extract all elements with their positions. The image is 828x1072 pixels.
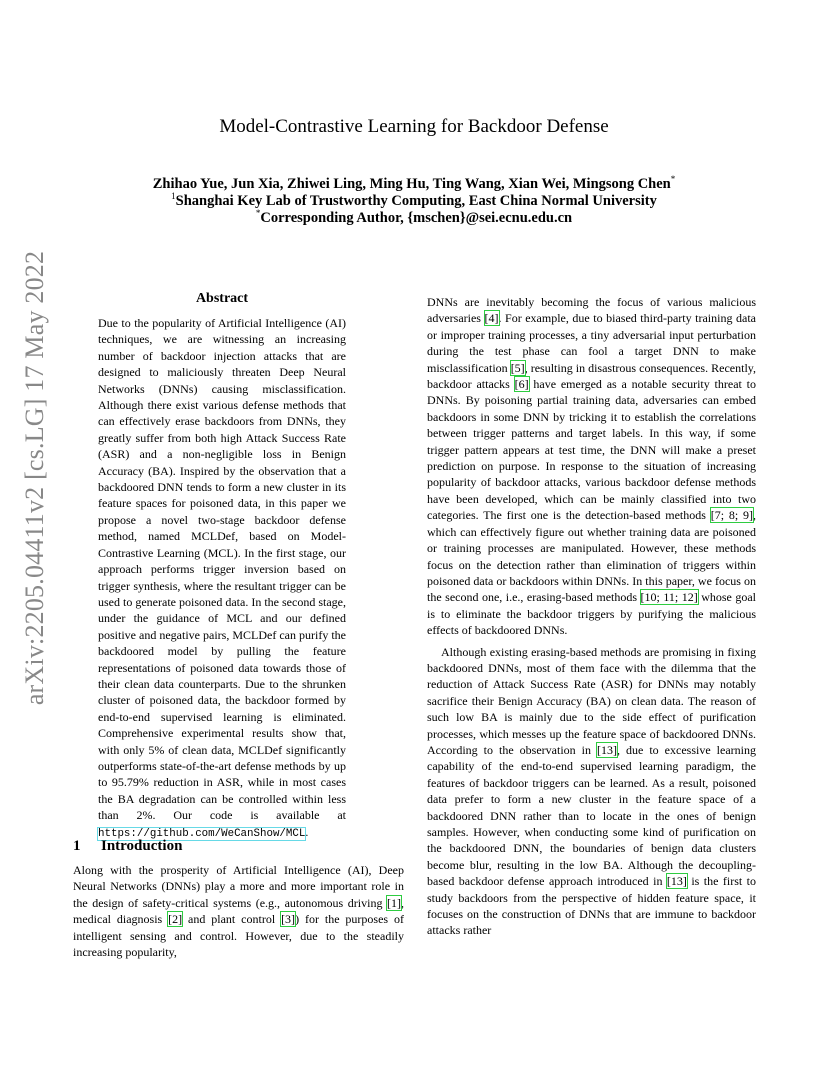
- intro-paragraph-1-start: Along with the prosperity of Artificial Intelligence (AI), Deep Neural Networks (DNNs) play a more and more important role in the design of safety-critical systems (e.g., autonomous driving [1], medical diagnosis [2] and plant control [3]) for the purposes of intelligent sensing and control. However, due to the steadily increasing popularity,: [73, 863, 404, 960]
- intro-p1-col1-tail: ) for the purposes of intelligent sensing and control. However, due to the steadily increasing popularity,: [73, 912, 404, 960]
- introduction-section: [73, 838, 404, 960]
- affiliation: $^1$Shanghai Key Lab of Trustworthy Computing, East China Normal University: [171, 191, 657, 209]
- intro-p1-col2-head: DNNs are inevitably becoming the focus of various malicious adversaries: [427, 295, 756, 326]
- corresponding-mark: *: [670, 174, 676, 185]
- code-repository-link[interactable]: https://github.com/WeCanShow/MCL: [98, 827, 306, 840]
- section-title: Introduction: [101, 838, 183, 854]
- corresponding-author-mark: *: [255, 208, 261, 219]
- intro-paragraph-1-continued: DNNs are inevitably becoming the focus of various malicious adversaries [4]. For example, due to biased third-party training data or improper training processes, a tiny adversarial input perturbation during the test phase can fool a target DNN to make misclassification [5], resulting in disastrous consequences. Recently, backdoor attacks [6] have emerged as a notable security threat to DNNs. By poisoning partial training data, adversaries can embed backdoors in some DNN by tricking it to establish the correlations between trigger patterns and target labels. In this way, if some trigger pattern appears at test time, the DNN will make a preset prediction on purpose. In response to the situation of increasing popularity of backdoor attacks, various backdoor defense methods have been developed, which can be mainly classified into two categories. The first one is the detection-based methods [7; 8; 9], which can effectively figure out whether training data are poisoned or training processes are manipulated. However, these methods focus on the detection rather than elimination of triggers within poisoned data or backdoors within DNNs. In this paper, we focus on the second one, i.e., erasing-based methods [10; 11; 12] whose goal is to eliminate the backdoor triggers by purifying the malicious effects of backdoored DNNs.: [427, 295, 757, 638]
- citation-link[interactable]: [2]: [168, 912, 183, 927]
- citation-link[interactable]: [13]: [666, 874, 687, 889]
- citation-link[interactable]: [6]: [514, 377, 529, 392]
- author-block: [0, 176, 828, 227]
- section-number: 1: [73, 838, 81, 854]
- citation-link[interactable]: [7; 8; 9]: [710, 508, 753, 523]
- citation-link[interactable]: [1]: [387, 895, 401, 910]
- citation-link[interactable]: [10; 11; 12]: [640, 590, 698, 605]
- corresponding-author: *Corresponding Author, {mschen}@sei.ecnu.edu.cn: [255, 208, 573, 226]
- introduction-heading: [73, 838, 404, 855]
- citation-link[interactable]: [3]: [281, 912, 296, 927]
- intro-paragraph-2: Although existing erasing-based methods are promising in fixing backdoored DNNs, most of them face with the dilemma that the reduction of Attack Success Rate (ASR) for DNNs may notably sacrifice their Benign Accuracy (BA) on clean data. The reason of such low BA is mainly due to the side effect of purification processes, which messes up the feature space of backdoored DNNs. According to the observation in [13], due to excessive learning capability of the end-to-end supervised learning paradigm, the features of backdoor triggers can be learned. As a result, poisoned data prefer to form a new cluster in the feature space of a backdoored DNN rather than to locate in the ones of benign samples. However, when conducting some kind of purification on the backdoored DNN, the boundaries of benign data clusters become blur, resulting in the low BA. Although the decoupling-based backdoor defense approach introduced in [13] is the first to study backdoors from the perspective of hidden feature space, it focuses on the construction of DNNs that are immune to backdoor attacks rather: [427, 644, 757, 938]
- arxiv-identifier: arXiv:2205.04411v2 [cs.LG] 17 May 2022: [20, 250, 49, 706]
- right-column: [427, 294, 756, 939]
- arxiv-identifier-sidebar: [14, 250, 56, 706]
- abstract-section: [98, 291, 346, 842]
- citation-link[interactable]: [4]: [484, 311, 499, 326]
- author-names: Zhihao Yue, Jun Xia, Zhiwei Ling, Ming Hu, Ting Wang, Xian Wei, Mingsong Chen*: [152, 174, 676, 192]
- citation-link[interactable]: [13]: [597, 742, 617, 757]
- paper-title: Model-Contrastive Learning for Backdoor Defense: [219, 116, 609, 137]
- affiliation-mark: 1: [171, 191, 176, 202]
- abstract-heading: Abstract: [195, 291, 249, 306]
- citation-link[interactable]: [5]: [510, 360, 525, 375]
- abstract-text: Due to the popularity of Artificial Intelligence (AI) techniques, we are witnessing an increasing number of backdoor injection attacks that are designed to maliciously threaten Deep Neural Networks (DNNs) causing misclassification. Although there exist various defense methods that can effectively erase backdoors from DNNs, they greatly suffer from both high Attack Success Rate (ASR) and a non-negligible loss in Benign Accuracy (BA). Inspired by the observation that a backdoored DNN tends to form a new cluster in its feature spaces for poisoned data, in this paper we propose a novel two-stage backdoor defense method, named MCLDef, based on Model-Contrastive Learning (MCL). In the first stage, our approach performs trigger inversion based on trigger synthesis, where the resultant trigger can be used to generate poisoned data. In the second stage, under the guidance of MCL and our defined positive and negative pairs, MCLDef can purify the backdoored model by pulling the feature representations of poisoned data towards those of their clean data counterparts. Due to the shrunken cluster of poisoned data, the backdoor formed by end-to-end supervised learning is eliminated. Comprehensive experimental results show that, with only 5% of clean data, MCLDef significantly outperforms state-of-the-art defense methods by up to 95.79% reduction in ASR, while in most cases the BA degradation can be controlled within less than 2%. Our code is available at https://github.com/WeCanShow/MCL.: [98, 316, 346, 840]
